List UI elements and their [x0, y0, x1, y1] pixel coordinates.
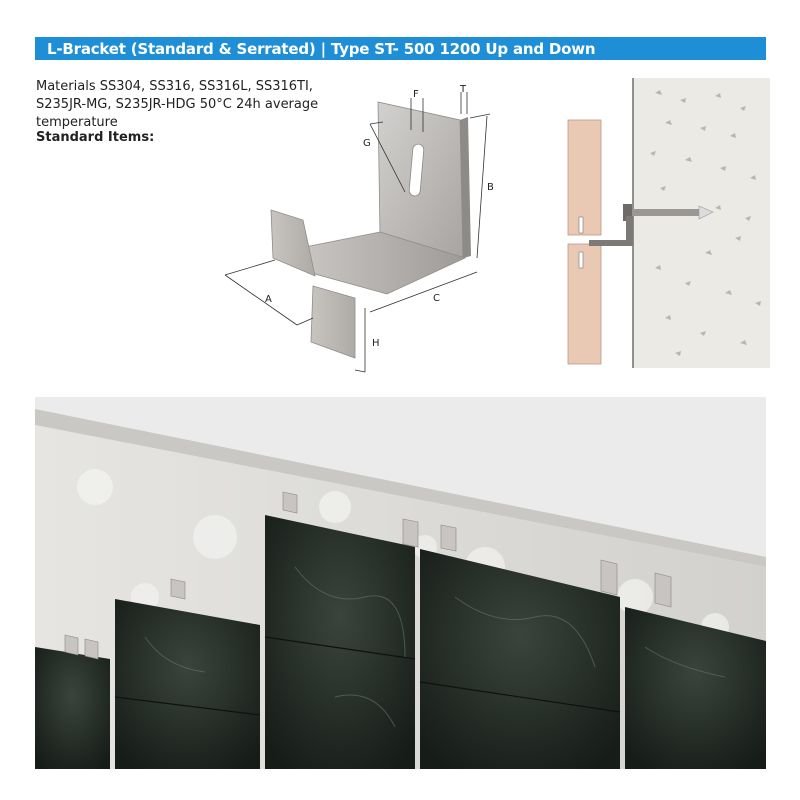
- dim-label-g: G: [363, 138, 371, 149]
- page-title: L-Bracket (Standard & Serrated) | Type ST- 500 1200 Up and Down: [47, 40, 596, 58]
- facade-bracket: [65, 635, 78, 655]
- facade-bracket: [655, 573, 671, 607]
- dim-label-t: T: [460, 84, 467, 95]
- facade-drawing: [35, 397, 766, 769]
- facade-bracket: [171, 579, 185, 599]
- standard-items-label: Standard Items:: [36, 130, 155, 145]
- facade-bracket: [283, 492, 297, 513]
- facade-bracket: [403, 519, 418, 547]
- materials-text: Materials SS304, SS316, SS316L, SS316TI, S235JR-MG, S235JR-HDG 50°C 24h average temperature: [36, 79, 319, 130]
- bracket-wing-left: [271, 210, 315, 276]
- dim-label-h: H: [372, 338, 380, 349]
- granite-panel-2: [115, 599, 260, 769]
- concrete-wall: [633, 78, 770, 368]
- stone-panel-upper: [568, 120, 601, 235]
- anchor-bolt: [629, 209, 699, 216]
- bracket-illustration: [215, 80, 515, 380]
- l-bracket-drawing: [215, 80, 515, 380]
- facade-bracket: [441, 525, 456, 551]
- facade-bracket: [85, 639, 98, 659]
- granite-panel-1: [35, 647, 110, 769]
- stone-panel-lower: [568, 244, 601, 364]
- granite-panel-3: [265, 515, 415, 769]
- dim-label-a: A: [265, 294, 272, 305]
- stone-facade-illustration: [35, 397, 766, 769]
- anchor-section-illustration: [555, 78, 770, 368]
- dim-label-f: F: [413, 89, 419, 100]
- section-pin-upper: [579, 217, 583, 233]
- facade-bracket: [601, 560, 617, 595]
- title-bar: [35, 37, 766, 60]
- section-pin-lower: [579, 252, 583, 268]
- dim-label-c: C: [433, 293, 440, 304]
- dim-label-b: B: [487, 182, 494, 193]
- bracket-wing-front: [311, 286, 355, 358]
- anchor-section-drawing: [555, 78, 770, 368]
